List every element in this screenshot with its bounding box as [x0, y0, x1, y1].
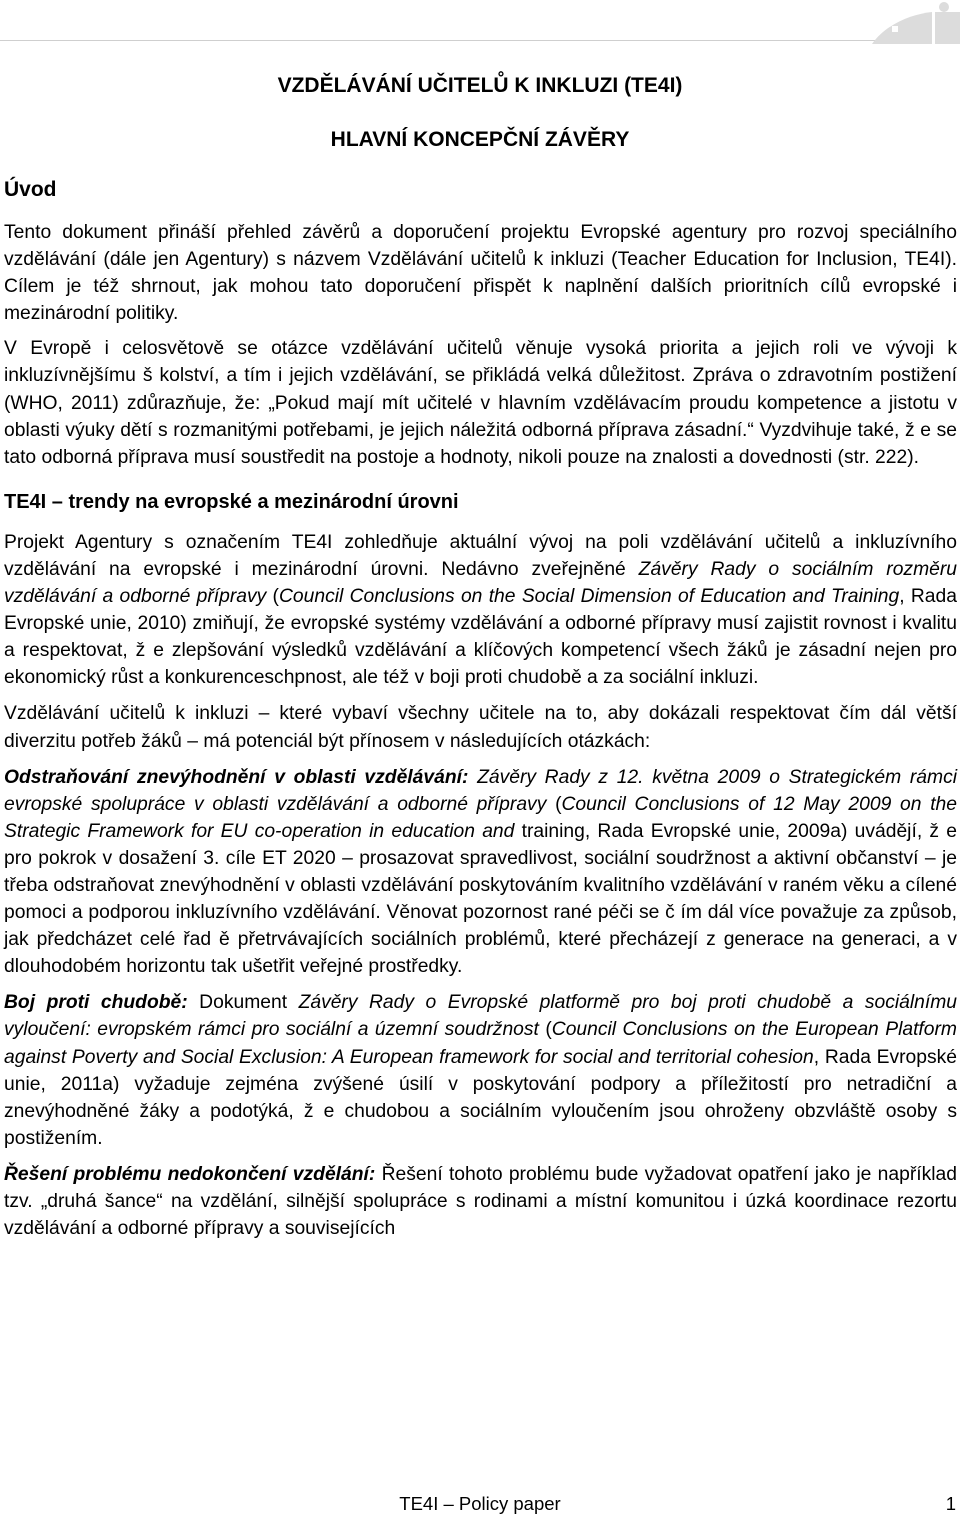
intro-paragraph-1: Tento dokument přináší přehled závěrů a doporučení projektu Evropské agentury pro rozvoj speciálního vzdělávání (dále jen Agentury) s názvem Vzdělávání učitelů k inkluzi (Teacher Education for Inclusion, TE4I). Cílem je též shrnout, jak mohou tato doporučení přispět k naplnění dalších prioritních cílů evropské i mezinárodní politiky. [4, 222, 957, 325]
footer-title: TE4I – Policy paper [399, 1493, 561, 1514]
section-paragraph-1 [4, 529, 957, 692]
paragraph-4-intro: Dokument [187, 992, 299, 1014]
paragraph-5-text: Řešení tohoto problému bude vyžadovat opatření jako je například tzv. „druhá šance“ na vzdělání, silnější spolupráce s rodinami a místní komunitou i úzká koordinace rezortu vzdělávání a odborné přípravy a souvisejících [4, 1163, 957, 1240]
council-conclusions-title-cz: Závěry Rady o sociálním rozměru vzdělávání a odborné přípravy [4, 558, 958, 608]
document-body [4, 219, 957, 1242]
paragraph-3-ref-cz: Závěry Rady z 12. května 2009 o Strategickém rámci evropské spolupráce v oblasti vzdělávání a odborné přípravy [4, 766, 957, 815]
section-heading: TE4I – trendy na evropské a mezinárodní úrovni [4, 490, 459, 513]
section-paragraph-2: Vzdělávání učitelů k inkluzi – které vybaví všechny učitele na to, aby dokázali respektovat čím dál větší diverzitu potřeb žáků – má potenciál být přínosem v následujících otázkách: [4, 703, 957, 752]
page-number: 1 [945, 1493, 956, 1514]
section-paragraph-1-text: Projekt Agentury s označením TE4I zohledňuje aktuální vývoj na poli vzdělávání učitelů a inkluzívního vzdělávání na evropské i mezinárodní úrovni. Nedávno zveřejněné [4, 531, 957, 580]
intro-paragraph-2-end: Vyzdvihuje také, ž e se tato odborná příprava musí soustředit na postoje a hodnoty, nikoli pouze na znalosti a dovednosti (str. 222). [4, 419, 957, 468]
paragraph-4-paren: ( [538, 1019, 552, 1041]
section-paragraph-4 [4, 989, 957, 1152]
paragraph-5-lead: Řešení problému nedokončení vzdělání: [4, 1163, 376, 1185]
paragraph-3-ref-en: Council Conclusions of 12 May 2009 on the Strategic Framework for EU co-operation in education and [4, 793, 958, 842]
section-paragraph-3 [4, 764, 957, 981]
intro-heading: Úvod [4, 178, 57, 201]
paragraph-4-lead: Boj proti chudobě: [4, 992, 188, 1014]
paragraph-3-lead: Odstraňování znevýhodnění v oblasti vzdělávání: [4, 766, 469, 788]
paren-open: ( [266, 586, 279, 608]
section-paragraph-1-end: , Rada Evropské unie, 2010) zmiňují, že evropské systémy vzdělávání a odborné přípravy musí zajistit rovnost i kvalitu a respektovat, ž e zlepšování výsledků vzdělávání a klíčových kompetencí všech žáků je zásadní nejen pro ekonomický růst a konkurenceschpnost, ale též v boji proti chudobě a za sociální inkluzi. [4, 586, 957, 689]
paragraph-4-ref-cz: Závěry Rady o Evropské platformě pro boj proti chudobě a sociálnímu vyloučení: evropském rámci pro sociální a územní soudržnost [4, 992, 957, 1041]
paragraph-4-text: , Rada Evropské unie, 2011a) vyžaduje zejména zvýšené úsilí v poskytování podpory a příležitostí pro netradiční a znevýhodněné žáky a podotýká, ž e chudobou a sociálním vyloučením jsou ohroženy obzvláště osoby s postižením. [4, 1046, 958, 1149]
paragraph-4-ref-en: Council Conclusions on the European Platform against Poverty and Social Exclusion: A European framework for social and territorial cohesion [4, 1019, 957, 1068]
header-rule [0, 40, 875, 41]
intro-paragraph-2 [4, 335, 957, 470]
paragraph-3-text: training, Rada Evropské unie, 2009a) uvádějí, ž e pro pokrok v dosažení 3. cíle ET 2020 – prosazovat spravedlivost, sociální soudržnost a aktivní občanství – je třeba odstraňovat znevýhodnění v oblasti vzdělávání poskytováním kvalitního vzdělávání v raném věku a cílené pomoci a podporou inkluzívního vzdělávání. Věnovat pozornost rané péči se č ím dál více považuje za způsob, jak předcházet celé řad ě přetrvávajících sociálních problémů, které přecházejí z generace na generaci, a v dlouhodobém horizontu tak ušetřit veřejné prostředky. [4, 820, 957, 978]
paragraph-3-paren: ( [546, 793, 562, 815]
document-subtitle: HLAVNÍ KONCEPČNÍ ZÁVĚRY [330, 128, 630, 151]
agency-logo-icon [872, 0, 960, 44]
document-title: VZDĚLÁVÁNÍ UČITELŮ K INKLUZI (TE4I) [277, 74, 683, 97]
council-conclusions-title-en: Council Conclusions on the Social Dimension of Education and Training [278, 586, 900, 608]
intro-paragraph-2-text: V Evropě i celosvětově se otázce vzdělávání učitelů věnuje vysoká priorita a jejich roli ve vývoji k inkluzívnějšímu š kolství, a tím i jejich vzdělávání, se přikládá velká důležitost. Zpráva o zdravotním postižení (WHO, 2011) zdůrazňuje, že: [4, 338, 957, 414]
who-quote: „Pokud mají mít učitelé v hlavním vzdělávacím proudu kompetence a jistotu v oblasti výuky dětí s rozmanitými potřebami, je jejich náležitá odborná příprava zásadní.“ [4, 392, 957, 441]
section-paragraph-5 [4, 1161, 957, 1242]
